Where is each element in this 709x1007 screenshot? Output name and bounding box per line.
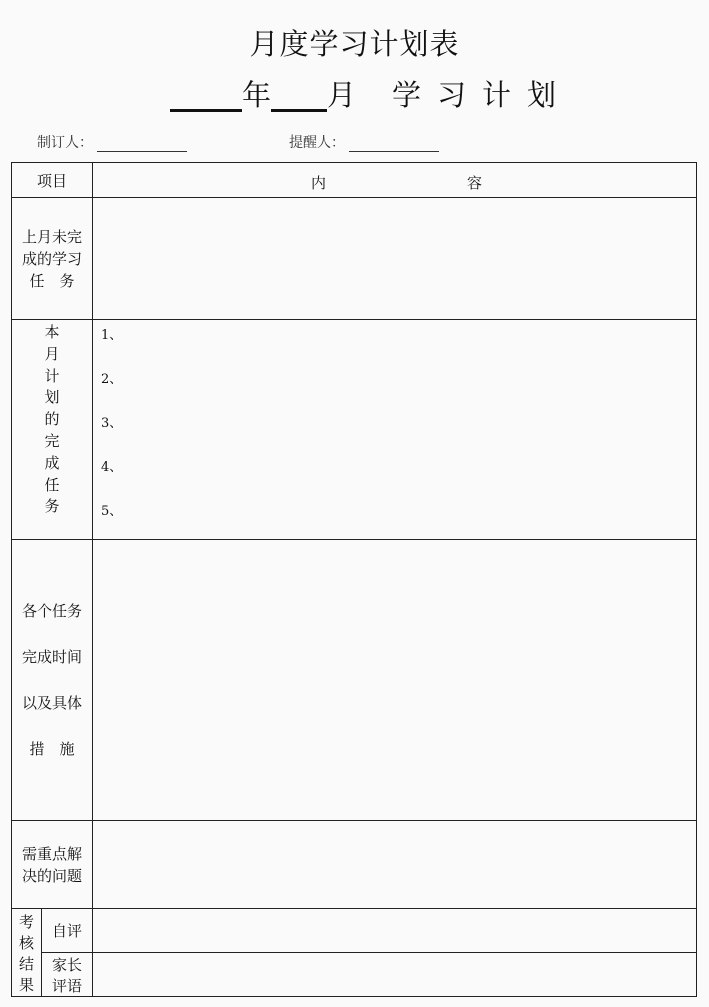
maker-label: 制订人： bbox=[37, 135, 93, 151]
plan-content-cell[interactable] bbox=[93, 320, 696, 539]
plan-label-char: 务 bbox=[44, 497, 60, 516]
self-eval-label-cell bbox=[42, 909, 93, 953]
plan-item-1: 1、 bbox=[101, 328, 123, 343]
plan-period-heading bbox=[170, 78, 572, 112]
schedule-label-line-3: 以及具体 bbox=[21, 694, 82, 712]
plan-label-char: 划 bbox=[44, 388, 60, 407]
plan-item-4: 4、 bbox=[101, 460, 123, 475]
self-eval-label: 自评 bbox=[51, 922, 82, 940]
maker-blank bbox=[97, 137, 187, 152]
plan-label-char: 计 bbox=[44, 366, 60, 385]
assessment-label-char: 果 bbox=[18, 976, 34, 994]
problems-label-line-1: 需重点解 bbox=[21, 844, 82, 863]
plan-label-char: 任 bbox=[44, 475, 60, 494]
parent-eval-label-line-2: 评语 bbox=[51, 976, 82, 995]
parent-eval-content-cell[interactable] bbox=[93, 953, 696, 996]
plan-label-char: 成 bbox=[44, 453, 60, 472]
schedule-label-line-1: 各个任务 bbox=[21, 602, 82, 620]
assessment-label-char: 结 bbox=[18, 955, 34, 973]
table-row-plan bbox=[12, 320, 696, 540]
schedule-label-line-4: 措 施 bbox=[29, 740, 75, 758]
page-title: 月度学习计划表 bbox=[249, 27, 460, 61]
header-content-cell bbox=[93, 163, 696, 197]
header-item-cell bbox=[12, 163, 93, 197]
unfinished-label-line-3: 任 务 bbox=[29, 271, 75, 290]
assessment-label-char: 考 bbox=[18, 913, 34, 931]
table-row-schedule bbox=[12, 540, 696, 821]
header-content-label-2: 容 bbox=[467, 174, 483, 192]
problems-label-line-2: 决的问题 bbox=[21, 866, 82, 885]
reminder-blank bbox=[349, 137, 439, 152]
assessment-label-char: 核 bbox=[18, 934, 34, 952]
table-row-problems bbox=[12, 821, 696, 909]
reminder-label: 提醒人： bbox=[289, 135, 345, 151]
plan-item-5: 5、 bbox=[101, 504, 123, 519]
plan-table bbox=[11, 162, 697, 997]
header-content-label-1: 内 bbox=[311, 174, 327, 192]
parent-eval-label-line-1: 家长 bbox=[51, 955, 82, 974]
table-header-row bbox=[12, 163, 696, 198]
schedule-content-cell[interactable] bbox=[93, 540, 696, 820]
plan-label-cell bbox=[12, 320, 93, 539]
assessment-label-cell bbox=[12, 909, 42, 996]
parent-eval-label-cell bbox=[42, 953, 93, 996]
month-blank bbox=[271, 79, 327, 112]
table-row-assessment bbox=[12, 909, 696, 996]
plan-label-char: 的 bbox=[44, 410, 60, 429]
plan-item-3: 3、 bbox=[101, 416, 123, 431]
unfinished-content-cell[interactable] bbox=[93, 198, 696, 319]
unfinished-label-cell bbox=[12, 198, 93, 319]
plan-label: 学习计划 bbox=[392, 78, 573, 112]
year-blank bbox=[170, 79, 242, 112]
unfinished-label-line-2: 成的学习 bbox=[21, 249, 82, 268]
unfinished-label-line-1: 上月未完 bbox=[21, 227, 82, 246]
header-item-label: 项目 bbox=[36, 171, 67, 190]
table-row-unfinished bbox=[12, 198, 696, 320]
plan-label-char: 完 bbox=[44, 431, 60, 450]
reminder-field bbox=[289, 132, 439, 152]
self-eval-content-cell[interactable] bbox=[93, 909, 696, 953]
schedule-label-cell bbox=[12, 540, 93, 820]
maker-field bbox=[37, 132, 187, 152]
plan-item-2: 2、 bbox=[101, 372, 123, 387]
problems-content-cell[interactable] bbox=[93, 821, 696, 908]
year-suffix: 年 bbox=[242, 78, 272, 112]
plan-label-char: 本 bbox=[44, 323, 60, 341]
plan-label-char: 月 bbox=[44, 344, 60, 363]
problems-label-cell bbox=[12, 821, 93, 908]
month-suffix: 月 bbox=[327, 78, 357, 112]
schedule-label-line-2: 完成时间 bbox=[21, 648, 82, 666]
